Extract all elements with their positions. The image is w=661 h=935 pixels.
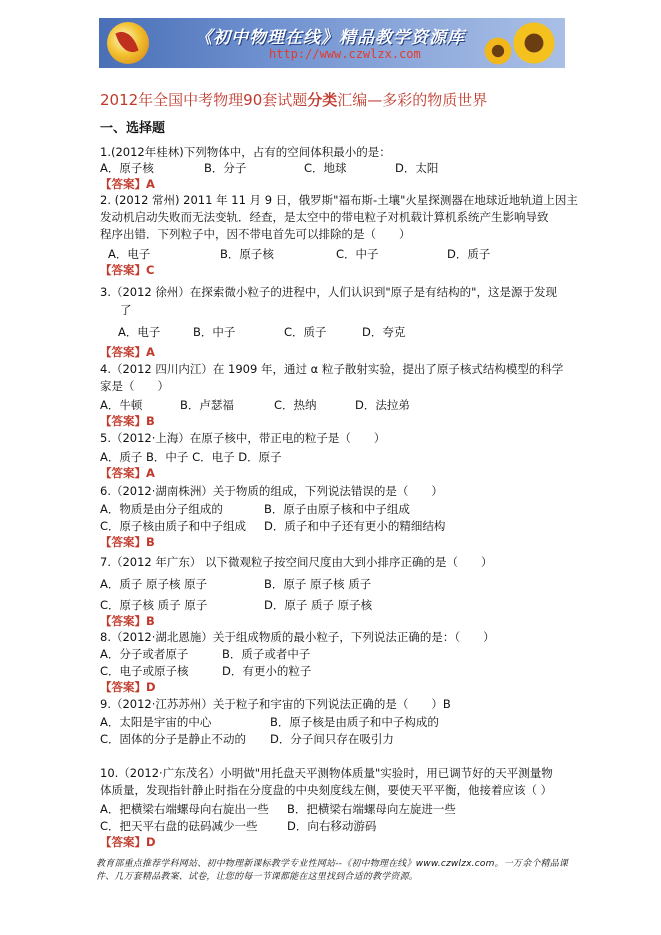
question-8-text: 8.（2012·湖北恩施）关于组成物质的最小粒子，下列说法正确的是：（ ）: [100, 630, 495, 644]
q7-option-a: A．质子 原子核 原子: [100, 577, 208, 591]
title-part-1: 2012年全国中考物理90套试题: [100, 91, 308, 109]
question-2-line-1: 2. (2012 常州) 2011 年 11 月 9 日，俄罗斯"福布斯-土壤"火星探测器在地球近地轨道上因主: [100, 193, 578, 207]
question-4-line-2: 家是（ ）: [100, 379, 169, 393]
section-heading: 一、选择题: [100, 121, 166, 136]
title-part-3: 汇编—多彩的物质世界: [337, 91, 488, 109]
q9-option-a: A．太阳是宇宙的中心: [100, 715, 212, 729]
document-title: [100, 89, 487, 110]
q1-option-b: B．分子: [204, 161, 247, 175]
q10-answer: 【答案】D: [100, 835, 156, 849]
question-6-text: 6.（2012·湖南株洲）关于物质的组成，下列说法错误的是（ ）: [100, 484, 443, 498]
q2-option-c: C．中子: [336, 247, 379, 261]
banner-url[interactable]: http://www.czwlzx.com: [269, 47, 421, 61]
q4-option-c: C．热纳: [274, 398, 317, 412]
q10-option-c: C．把天平右盘的砝码减少一些: [100, 819, 258, 833]
q2-option-a: A．电子: [108, 247, 151, 261]
q6-option-c: C．原子核由质子和中子组成: [100, 519, 247, 533]
q10-option-b: B．把横梁右端螺母向左旋进一些: [287, 802, 456, 816]
q3-option-b: B．中子: [193, 325, 236, 339]
q9-option-c: C．固体的分子是静止不动的: [100, 732, 247, 746]
q9-option-b: B．原子核是由质子和中子构成的: [270, 715, 439, 729]
q4-option-a: A．牛顿: [100, 398, 143, 412]
question-1-text: 1.(2012年桂林)下列物体中，占有的空间体积最小的是：: [100, 145, 391, 159]
q6-option-d: D．质子和中子还有更小的精细结构: [264, 519, 446, 533]
q6-answer: 【答案】B: [100, 535, 155, 549]
question-3-line-1: 3.（2012 徐州）在探索微小粒子的进程中，人们认识到"原子是有结构的"，这是源于发现: [100, 285, 557, 299]
q8-answer: 【答案】D: [100, 680, 156, 694]
q1-answer: 【答案】A: [100, 177, 155, 191]
sunflower-small-icon: [483, 36, 513, 66]
q8-option-d: D．有更小的粒子: [222, 664, 312, 678]
q4-answer: 【答案】B: [100, 414, 155, 428]
q2-option-b: B．原子核: [220, 247, 274, 261]
q3-answer: 【答案】A: [100, 345, 155, 359]
q7-option-b: B．原子 原子核 质子: [264, 577, 372, 591]
question-2-line-3: 程序出错．下列粒子中，因不带电首先可以排除的是（ ）: [100, 227, 411, 241]
q3-option-a: A．电子: [118, 325, 161, 339]
q2-answer: 【答案】C: [100, 263, 155, 277]
question-9-text: 9.（2012·江苏苏州）关于粒子和宇宙的下列说法正确的是（ ）B: [100, 697, 451, 711]
q4-option-b: B．卢瑟福: [180, 398, 234, 412]
q9-option-d: D．分子间只存在吸引力: [270, 732, 394, 746]
question-2-line-2: 发动机启动失败而无法变轨．经查，是太空中的带电粒子对机载计算机系统产生影响导致: [100, 210, 549, 224]
question-3-line-2: 了: [120, 303, 132, 317]
question-10-line-2: 体质量，发现指针静止时指在分度盘的中央刻度线左侧，要使天平平衡，他接着应该（ ）: [100, 783, 553, 797]
question-4-line-1: 4.（2012 四川内江）在 1909 年，通过 α 粒子散射实验，提出了原子核式结构模型的科学: [100, 362, 564, 376]
q1-option-c: C．地球: [304, 161, 347, 175]
q10-option-a: A．把横梁右端螺母向右旋出一些: [100, 802, 269, 816]
q10-option-d: D．向右移动游码: [287, 819, 377, 833]
banner-title: 《初中物理在线》精品教学资源库: [195, 28, 465, 48]
q1-option-d: D．太阳: [395, 161, 439, 175]
q8-option-a: A．分子或者原子: [100, 647, 189, 661]
q8-option-b: B．质子或者中子: [222, 647, 311, 661]
q3-option-c: C．质子: [284, 325, 327, 339]
q2-option-d: D．质子: [447, 247, 491, 261]
q5-options: A．质子 B．中子 C．电子 D．原子: [100, 450, 282, 464]
site-logo-icon: [107, 22, 149, 64]
q8-option-c: C．电子或原子核: [100, 664, 189, 678]
q7-answer: 【答案】B: [100, 614, 155, 628]
q1-option-a: A．原子核: [100, 161, 154, 175]
q7-option-d: D．原子 质子 原子核: [264, 598, 373, 612]
title-part-2: 分类: [307, 91, 338, 109]
q4-option-d: D．法拉弟: [355, 398, 410, 412]
question-10-line-1: 10.（2012·广东茂名）小明做"用托盘天平测物体质量"实验时，用已调节好的天平测量物: [100, 766, 553, 780]
header-banner: [99, 18, 565, 68]
question-7-text: 7.（2012 年广东） 以下微观粒子按空间尺度由大到小排序正确的是（ ）: [100, 555, 493, 569]
page-footer: 教育部重点推荐学科网站、初中物理新课标教学专业性网站--《初中物理在线》www.czwlzx.com。一万余个精品课件、几万套精品教案、试卷，让您的每一节课都能在这里找到合适的教学资源。: [96, 859, 569, 882]
q5-answer: 【答案】A: [100, 466, 155, 480]
q6-option-a: A．物质是由分子组成的: [100, 502, 223, 516]
sunflower-icon: [511, 20, 557, 66]
q3-option-d: D．夸克: [362, 325, 406, 339]
question-5-text: 5.（2012·上海）在原子核中，带正电的粒子是（ ）: [100, 431, 386, 445]
q6-option-b: B．原子由原子核和中子组成: [264, 502, 410, 516]
q7-option-c: C．原子核 质子 原子: [100, 598, 208, 612]
